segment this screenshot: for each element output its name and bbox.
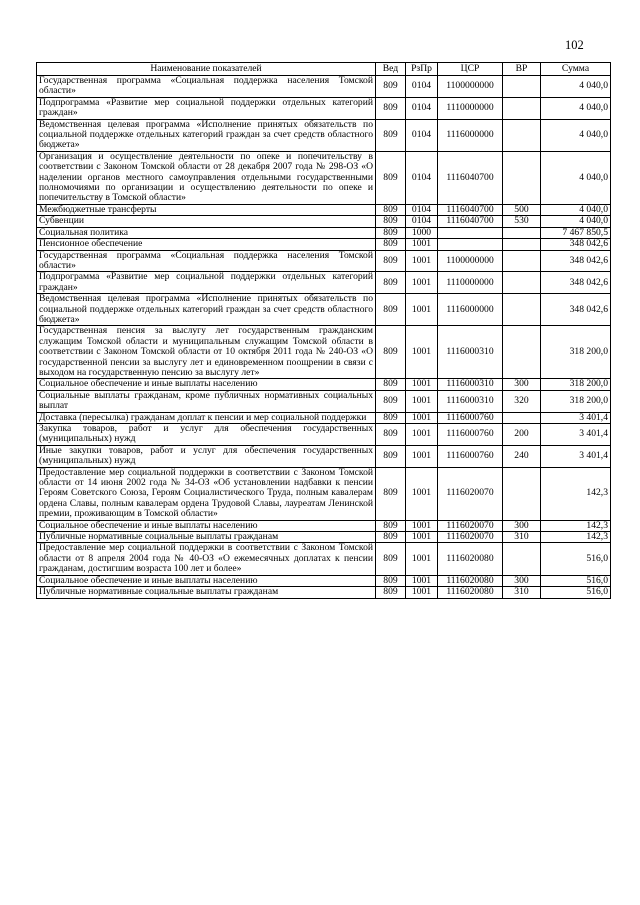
- row-name-cell: Предоставление мер социальной поддержки в соответствии с Законом Томской области от 8 апреля 2004 года № 40-ОЗ «О ежемесячных доплатах к пенсии гражданам, достигшим возраста 100 лет и более»: [37, 543, 376, 575]
- row-csr-cell: 1116040700: [438, 204, 503, 215]
- row-sum-cell: 7 467 850,5: [541, 227, 611, 238]
- row-csr-cell: 1100000000: [438, 76, 503, 98]
- table-row: [37, 250, 611, 272]
- row-sum-cell: 348 042,6: [541, 239, 611, 250]
- table-row: [37, 216, 611, 227]
- row-rzpr-cell: 1001: [406, 239, 438, 250]
- row-name-cell: Социальное обеспечение и иные выплаты населению: [37, 520, 376, 531]
- table-row: [37, 76, 611, 98]
- row-ved-cell: 809: [376, 151, 406, 204]
- row-csr-cell: 1116040700: [438, 151, 503, 204]
- row-ved-cell: 809: [376, 467, 406, 520]
- row-sum-cell: 4 040,0: [541, 204, 611, 215]
- row-csr-cell: 1116040700: [438, 216, 503, 227]
- row-csr-cell: 1100000000: [438, 250, 503, 272]
- row-ved-cell: 809: [376, 543, 406, 575]
- row-vr-cell: 310: [503, 587, 541, 598]
- row-vr-cell: [503, 412, 541, 423]
- row-vr-cell: [503, 239, 541, 250]
- row-rzpr-cell: 1001: [406, 543, 438, 575]
- row-sum-cell: 142,3: [541, 532, 611, 543]
- header-sum: Сумма: [541, 63, 611, 76]
- table-row: [37, 445, 611, 467]
- row-rzpr-cell: 1001: [406, 379, 438, 390]
- row-ved-cell: 809: [376, 216, 406, 227]
- row-sum-cell: 516,0: [541, 587, 611, 598]
- row-csr-cell: 1110000000: [438, 97, 503, 119]
- row-vr-cell: 240: [503, 445, 541, 467]
- row-rzpr-cell: 1001: [406, 520, 438, 531]
- row-rzpr-cell: 1001: [406, 272, 438, 294]
- row-ved-cell: 809: [376, 227, 406, 238]
- row-rzpr-cell: 0104: [406, 97, 438, 119]
- row-rzpr-cell: 1001: [406, 412, 438, 423]
- row-sum-cell: 4 040,0: [541, 119, 611, 151]
- row-sum-cell: 348 042,6: [541, 294, 611, 326]
- row-ved-cell: 809: [376, 76, 406, 98]
- table-row: [37, 575, 611, 586]
- row-name-cell: Публичные нормативные социальные выплаты гражданам: [37, 587, 376, 598]
- row-ved-cell: 809: [376, 239, 406, 250]
- row-rzpr-cell: 0104: [406, 119, 438, 151]
- row-name-cell: Государственная программа «Социальная поддержка населения Томской области»: [37, 250, 376, 272]
- row-sum-cell: 318 200,0: [541, 379, 611, 390]
- row-ved-cell: 809: [376, 424, 406, 446]
- row-csr-cell: 1116000310: [438, 379, 503, 390]
- row-sum-cell: 516,0: [541, 543, 611, 575]
- row-rzpr-cell: 1001: [406, 532, 438, 543]
- row-name-cell: Социальная политика: [37, 227, 376, 238]
- row-ved-cell: 809: [376, 119, 406, 151]
- row-rzpr-cell: 0104: [406, 204, 438, 215]
- row-sum-cell: 3 401,4: [541, 445, 611, 467]
- row-csr-cell: 1116020080: [438, 575, 503, 586]
- page-number: 102: [565, 38, 584, 52]
- row-csr-cell: 1116000000: [438, 119, 503, 151]
- row-name-cell: Пенсионное обеспечение: [37, 239, 376, 250]
- table-row: [37, 412, 611, 423]
- row-csr-cell: 1110000000: [438, 272, 503, 294]
- row-ved-cell: 809: [376, 445, 406, 467]
- row-vr-cell: [503, 227, 541, 238]
- row-vr-cell: [503, 467, 541, 520]
- row-csr-cell: 1116000760: [438, 412, 503, 423]
- row-rzpr-cell: 1001: [406, 587, 438, 598]
- row-rzpr-cell: 1001: [406, 575, 438, 586]
- table-row: [37, 227, 611, 238]
- row-vr-cell: [503, 250, 541, 272]
- row-vr-cell: [503, 76, 541, 98]
- row-ved-cell: 809: [376, 250, 406, 272]
- row-vr-cell: [503, 326, 541, 379]
- row-name-cell: Предоставление мер социальной поддержки в соответствии с Законом Томской области от 14 июня 2002 года № 34-ОЗ «Об установлении надбавки к пенсии Героям Советского Союза, Героям Социалистического Труда, полным кавалерам ордена Славы, полным кавалерам ордена Трудовой Славы, лауреатам Ленинской премии, проживающим в Томской области»: [37, 467, 376, 520]
- row-sum-cell: 4 040,0: [541, 76, 611, 98]
- row-rzpr-cell: 0104: [406, 76, 438, 98]
- row-csr-cell: 1116020080: [438, 543, 503, 575]
- row-sum-cell: 4 040,0: [541, 216, 611, 227]
- row-vr-cell: 300: [503, 575, 541, 586]
- table-row: [37, 543, 611, 575]
- row-rzpr-cell: 1001: [406, 294, 438, 326]
- row-rzpr-cell: 1001: [406, 390, 438, 412]
- row-ved-cell: 809: [376, 390, 406, 412]
- row-ved-cell: 809: [376, 532, 406, 543]
- table-row: [37, 390, 611, 412]
- header-ved: Вед: [376, 63, 406, 76]
- row-sum-cell: 348 042,6: [541, 272, 611, 294]
- row-csr-cell: 1116000760: [438, 424, 503, 446]
- row-sum-cell: 3 401,4: [541, 412, 611, 423]
- row-sum-cell: 348 042,6: [541, 250, 611, 272]
- table-row: [37, 520, 611, 531]
- row-vr-cell: 530: [503, 216, 541, 227]
- row-name-cell: Социальные выплаты гражданам, кроме публичных нормативных социальных выплат: [37, 390, 376, 412]
- table-row: [37, 587, 611, 598]
- row-rzpr-cell: 1001: [406, 445, 438, 467]
- row-sum-cell: 516,0: [541, 575, 611, 586]
- row-sum-cell: 3 401,4: [541, 424, 611, 446]
- row-csr-cell: 1116020070: [438, 520, 503, 531]
- row-name-cell: Доставка (пересылка) гражданам доплат к пенсии и мер социальной поддержки: [37, 412, 376, 423]
- table-row: [37, 326, 611, 379]
- row-csr-cell: 1116000760: [438, 445, 503, 467]
- row-ved-cell: 809: [376, 326, 406, 379]
- table-row: [37, 424, 611, 446]
- row-name-cell: Межбюджетные трансферты: [37, 204, 376, 215]
- row-vr-cell: [503, 543, 541, 575]
- row-name-cell: Социальное обеспечение и иные выплаты населению: [37, 575, 376, 586]
- row-vr-cell: 300: [503, 520, 541, 531]
- row-name-cell: Государственная пенсия за выслугу лет государственным гражданским служащим Томской области и муниципальным служащим Томской области в соответствии с Законом Томской области от 10 октября 2011 года № 240-ОЗ «О государственной пенсии за выслугу лет и единовременном поощрении в связи с выходом на государственную пенсию за выслугу лет»: [37, 326, 376, 379]
- row-vr-cell: [503, 97, 541, 119]
- row-vr-cell: [503, 119, 541, 151]
- row-ved-cell: 809: [376, 520, 406, 531]
- row-csr-cell: 1116020070: [438, 467, 503, 520]
- row-csr-cell: 1116000310: [438, 390, 503, 412]
- row-sum-cell: 4 040,0: [541, 97, 611, 119]
- row-name-cell: Ведомственная целевая программа «Исполнение принятых обязательств по социальной поддержке отдельных категорий граждан за счет средств областного бюджета»: [37, 119, 376, 151]
- row-vr-cell: [503, 151, 541, 204]
- row-ved-cell: 809: [376, 272, 406, 294]
- table-row: [37, 119, 611, 151]
- row-sum-cell: 142,3: [541, 467, 611, 520]
- header-vr: ВР: [503, 63, 541, 76]
- header-name: Наименование показателей: [37, 63, 376, 76]
- table-row: [37, 272, 611, 294]
- table-row: [37, 97, 611, 119]
- row-ved-cell: 809: [376, 204, 406, 215]
- table-row: [37, 151, 611, 204]
- row-ved-cell: 809: [376, 412, 406, 423]
- row-csr-cell: 1116020070: [438, 532, 503, 543]
- row-rzpr-cell: 0104: [406, 216, 438, 227]
- row-name-cell: Иные закупки товаров, работ и услуг для обеспечения государственных (муниципальных) нужд: [37, 445, 376, 467]
- row-vr-cell: 320: [503, 390, 541, 412]
- row-ved-cell: 809: [376, 587, 406, 598]
- row-name-cell: Закупка товаров, работ и услуг для обеспечения государственных (муниципальных) нужд: [37, 424, 376, 446]
- row-rzpr-cell: 1000: [406, 227, 438, 238]
- header-csr: ЦСР: [438, 63, 503, 76]
- table-row: [37, 532, 611, 543]
- table-row: [37, 467, 611, 520]
- table-row: [37, 379, 611, 390]
- row-name-cell: Субвенции: [37, 216, 376, 227]
- row-vr-cell: 300: [503, 379, 541, 390]
- row-name-cell: Организация и осуществление деятельности по опеке и попечительству в соответствии с Законом Томской области от 28 декабря 2007 года № 298-ОЗ «О наделении органов местного самоуправления отдельными государственными полномочиями по организации и осуществлению деятельности по опеке и попечительству в Томской области»: [37, 151, 376, 204]
- row-rzpr-cell: 1001: [406, 424, 438, 446]
- row-name-cell: Социальное обеспечение и иные выплаты населению: [37, 379, 376, 390]
- row-rzpr-cell: 1001: [406, 326, 438, 379]
- row-name-cell: Подпрограмма «Развитие мер социальной поддержки отдельных категорий граждан»: [37, 272, 376, 294]
- row-vr-cell: [503, 272, 541, 294]
- row-rzpr-cell: 1001: [406, 250, 438, 272]
- row-csr-cell: [438, 239, 503, 250]
- row-csr-cell: 1116000000: [438, 294, 503, 326]
- row-sum-cell: 142,3: [541, 520, 611, 531]
- row-ved-cell: 809: [376, 379, 406, 390]
- header-rzpr: РзПр: [406, 63, 438, 76]
- row-csr-cell: [438, 227, 503, 238]
- row-ved-cell: 809: [376, 97, 406, 119]
- row-sum-cell: 318 200,0: [541, 390, 611, 412]
- row-csr-cell: 1116000310: [438, 326, 503, 379]
- row-vr-cell: 310: [503, 532, 541, 543]
- row-sum-cell: 4 040,0: [541, 151, 611, 204]
- row-name-cell: Подпрограмма «Развитие мер социальной поддержки отдельных категорий граждан»: [37, 97, 376, 119]
- row-rzpr-cell: 1001: [406, 467, 438, 520]
- row-rzpr-cell: 0104: [406, 151, 438, 204]
- row-name-cell: Государственная программа «Социальная поддержка населения Томской области»: [37, 76, 376, 98]
- table-row: [37, 204, 611, 215]
- row-name-cell: Ведомственная целевая программа «Исполнение принятых обязательств по социальной поддержке отдельных категорий граждан за счет средств областного бюджета»: [37, 294, 376, 326]
- table-row: [37, 294, 611, 326]
- row-ved-cell: 809: [376, 575, 406, 586]
- row-ved-cell: 809: [376, 294, 406, 326]
- row-vr-cell: [503, 294, 541, 326]
- row-vr-cell: 500: [503, 204, 541, 215]
- row-vr-cell: 200: [503, 424, 541, 446]
- table-row: [37, 239, 611, 250]
- row-csr-cell: 1116020080: [438, 587, 503, 598]
- row-name-cell: Публичные нормативные социальные выплаты гражданам: [37, 532, 376, 543]
- budget-table: [36, 62, 611, 599]
- header-row: [37, 63, 611, 76]
- row-sum-cell: 318 200,0: [541, 326, 611, 379]
